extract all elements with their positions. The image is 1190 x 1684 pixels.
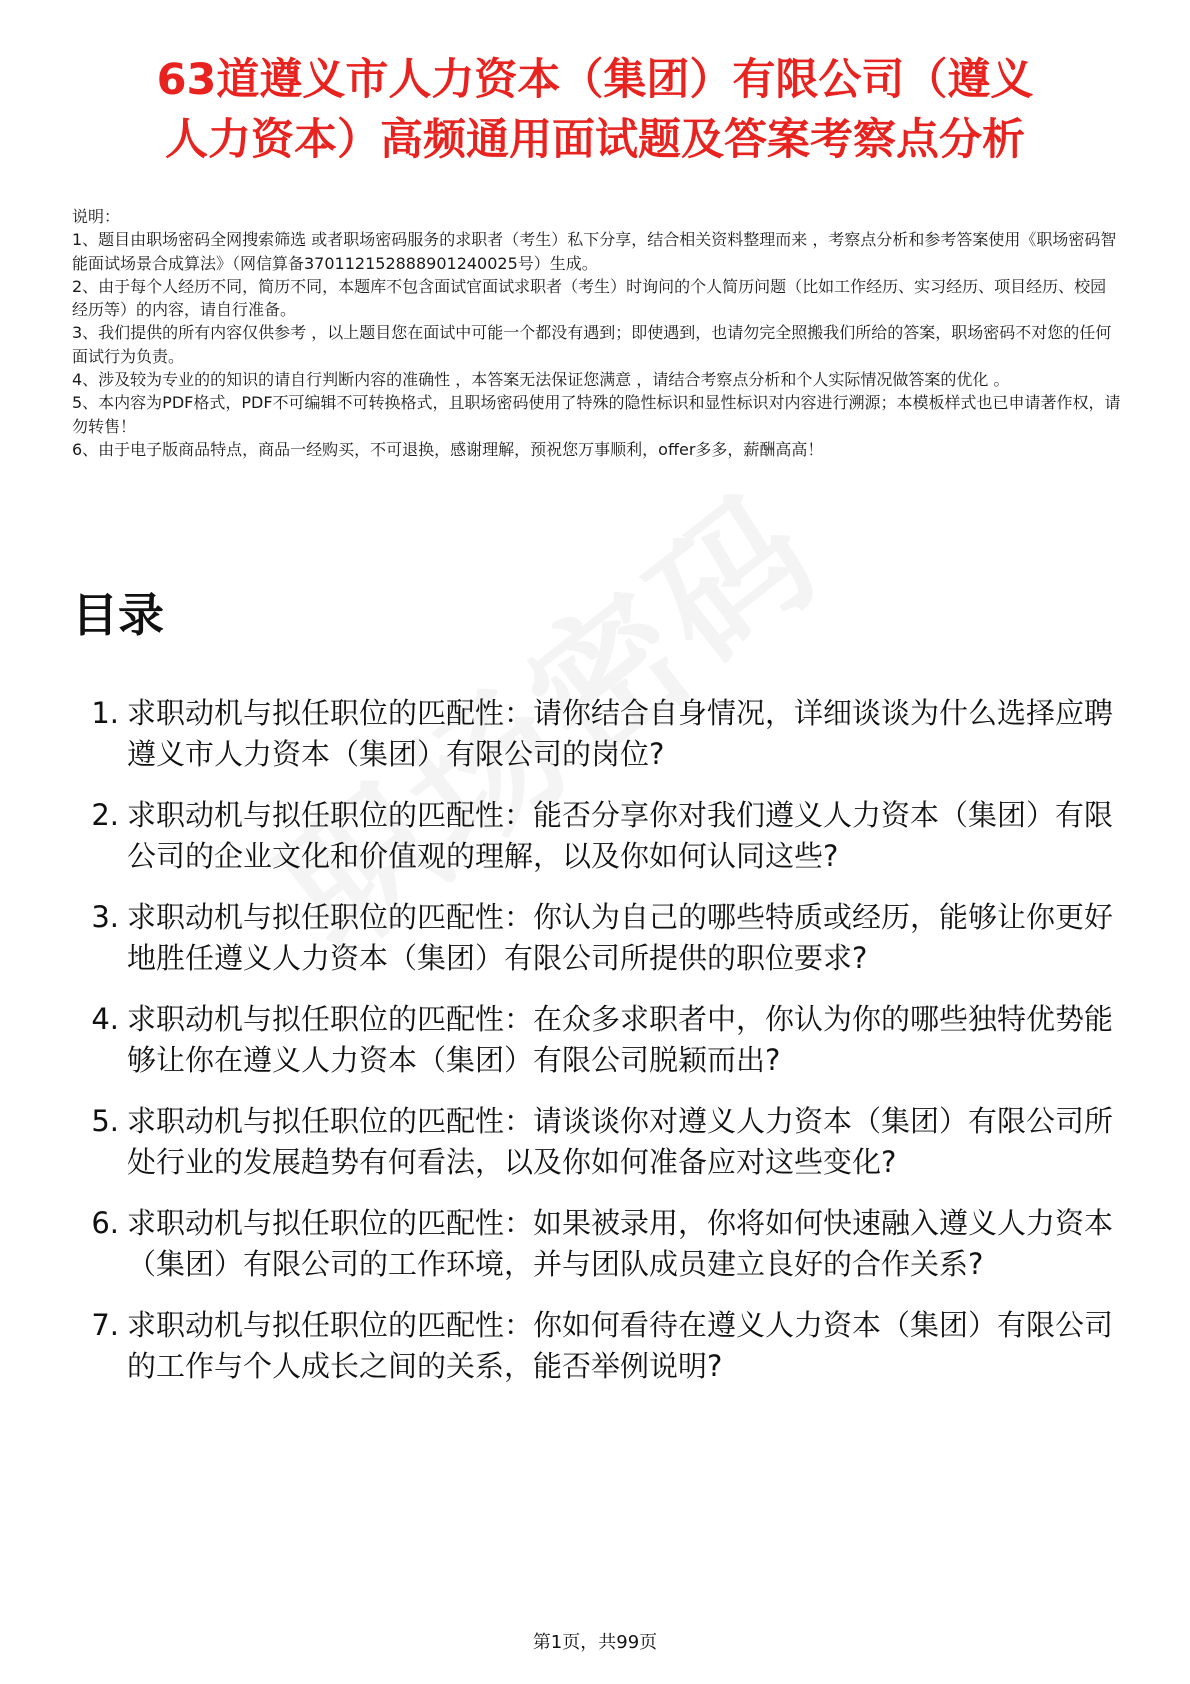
toc-item[interactable] xyxy=(72,1101,1132,1183)
toc-item[interactable] xyxy=(72,999,1132,1081)
toc-item-text: 求职动机与拟任职位的匹配性：请谈谈你对遵义人力资本（集团）有限公司所处行业的发展趋势有何看法，以及你如何准备应对这些变化? xyxy=(127,1104,1114,1179)
toc-item-number: 6. xyxy=(91,1206,119,1240)
disclaimer-notes xyxy=(72,205,1122,461)
toc-item-number: 2. xyxy=(91,798,119,832)
note-item: 4、涉及较为专业的的知识的请自行判断内容的准确性 ，本答案无法保证您满意 ，请结合考察点分析和个人实际情况做答案的优化 。 xyxy=(72,370,1010,390)
toc-item[interactable] xyxy=(72,1305,1132,1387)
toc-item[interactable] xyxy=(72,897,1132,979)
toc-heading: 目录 xyxy=(72,588,164,642)
title-line-1: 63道遵义市人力资本（集团）有限公司（遵义 xyxy=(156,55,1034,105)
title-line-2: 人力资本）高频通用面试题及答案考察点分析 xyxy=(165,115,1025,165)
toc-item-number: 7. xyxy=(91,1308,119,1342)
toc-item-text: 求职动机与拟任职位的匹配性：如果被录用，你将如何快速融入遵义人力资本（集团）有限公司的工作环境，并与团队成员建立良好的合作关系? xyxy=(127,1206,1114,1281)
toc-item-number: 5. xyxy=(91,1104,119,1138)
notes-heading: 说明： xyxy=(72,207,121,226)
toc-item-number: 3. xyxy=(91,900,119,934)
toc-item[interactable] xyxy=(72,1203,1132,1285)
toc-item-number: 4. xyxy=(91,1002,119,1036)
toc-item-text: 求职动机与拟任职位的匹配性：你认为自己的哪些特质或经历，能够让你更好地胜任遵义人力资本（集团）有限公司所提供的职位要求? xyxy=(127,900,1114,975)
toc-item-text: 求职动机与拟任职位的匹配性：你如何看待在遵义人力资本（集团）有限公司的工作与个人成长之间的关系，能否举例说明? xyxy=(127,1308,1114,1383)
toc-item-text: 求职动机与拟任职位的匹配性：能否分享你对我们遵义人力资本（集团）有限公司的企业文化和价值观的理解，以及你如何认同这些? xyxy=(127,798,1114,873)
toc-item-text: 求职动机与拟任职位的匹配性：请你结合自身情况，详细谈谈为什么选择应聘遵义市人力资本（集团）有限公司的岗位? xyxy=(127,696,1114,771)
toc-item[interactable] xyxy=(72,795,1132,877)
table-of-contents xyxy=(72,693,1132,1407)
document-title xyxy=(70,50,1120,170)
page-footer: 第1页，共99页 xyxy=(532,1632,658,1653)
note-item: 5、本内容为PDF格式，PDF不可编辑不可转换格式，且职场密码使用了特殊的隐性标识和显性标识对内容进行溯源；本模板样式也已申请著作权，请勿转售！ xyxy=(72,393,1121,436)
toc-item-text: 求职动机与拟任职位的匹配性：在众多求职者中，你认为你的哪些独特优势能够让你在遵义人力资本（集团）有限公司脱颖而出? xyxy=(127,1002,1114,1077)
toc-item-number: 1. xyxy=(91,696,119,730)
note-item: 6、由于电子版商品特点，商品一经购买，不可退换，感谢理解，预祝您万事顺利，offer多多，薪酬高高！ xyxy=(72,439,824,459)
note-item: 2、由于每个人经历不同，简历不同，本题库不包含面试官面试求职者（考生）时询问的个人简历问题（比如工作经历、实习经历、项目经历、校园经历等）的内容，请自行准备。 xyxy=(72,276,1107,320)
note-item: 3、我们提供的所有内容仅供参考 ，以上题目您在面试中可能一个都没有遇到；即使遇到，也请勿完全照搬我们所给的答案，职场密码不对您的任何面试行为负责。 xyxy=(72,323,1112,366)
note-item: 1、题目由职场密码全网搜索筛选 或者职场密码服务的求职者（考生）私下分享，结合相关资料整理而来 ，考察点分析和参考答案使用《职场密码智能面试场景合成算法》（网信算备370112152888901240025号）生成。 xyxy=(72,230,1117,273)
toc-item[interactable] xyxy=(72,693,1132,775)
